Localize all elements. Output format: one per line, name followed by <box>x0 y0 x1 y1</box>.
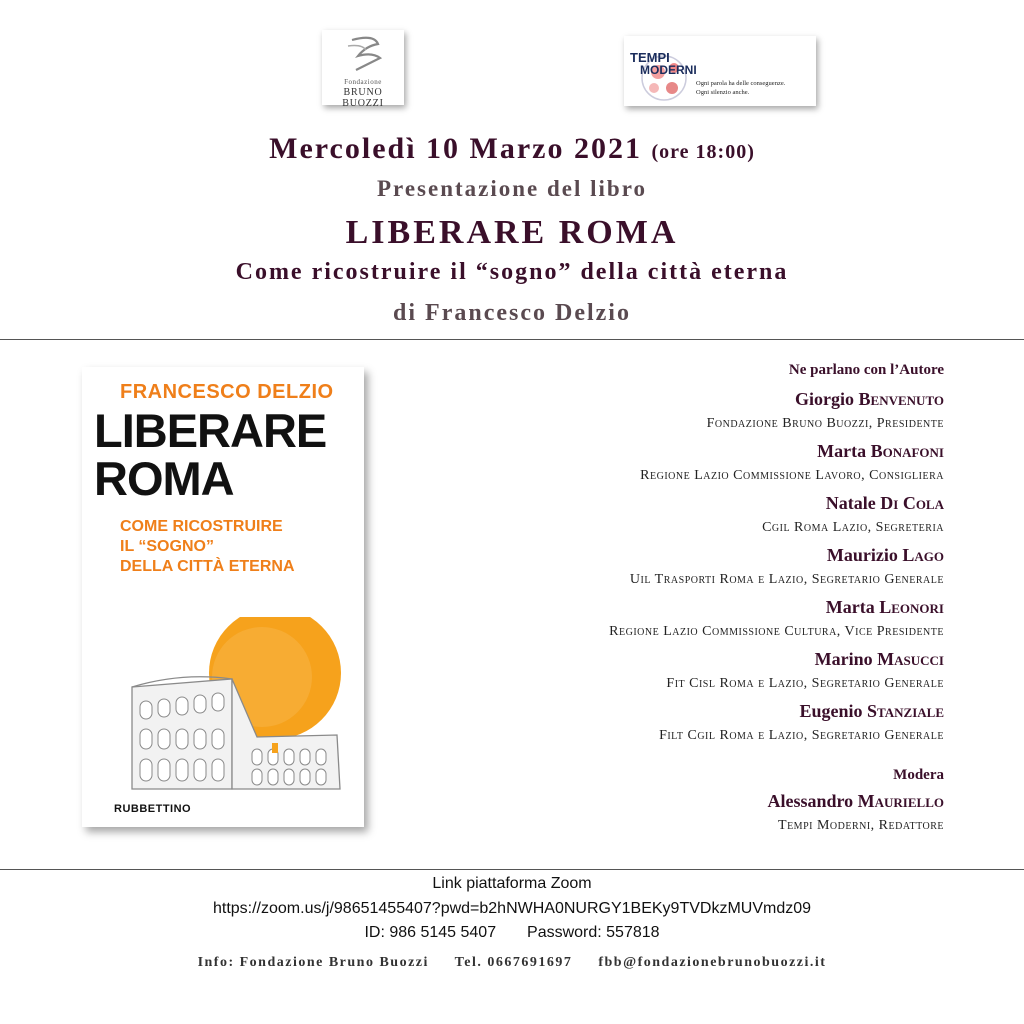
zoom-password: Password: 557818 <box>527 924 660 941</box>
book-title-heading: LIBERARE ROMA <box>345 214 679 251</box>
speaker-name <box>384 540 944 570</box>
tempi-moderni-logo <box>624 36 816 106</box>
info-org: Info: Fondazione Bruno Buozzi <box>197 955 429 970</box>
buozzi-logo-line1: Fondazione <box>344 78 382 86</box>
speaker-role: Regione Lazio Commissione Lavoro, Consigliera <box>640 468 944 483</box>
buozzi-logo <box>322 30 404 109</box>
speaker-last-name: Leonori <box>879 597 944 617</box>
speaker-last-name: Masucci <box>877 649 944 669</box>
info-phone: Tel. 0667691697 <box>454 955 573 970</box>
event-date-text: Mercoledì 10 Marzo 2021 <box>269 132 642 165</box>
speaker-first-name: Maurizio <box>826 545 898 565</box>
speaker-first-name: Marino <box>814 649 873 669</box>
book-cover <box>82 367 364 827</box>
speaker-name <box>384 644 944 674</box>
tempi-logo-tagline-1: Ogni parola ha delle conseguenze. <box>696 80 786 87</box>
book-author-heading: di Francesco Delzio <box>393 300 631 326</box>
cover-title <box>94 404 327 505</box>
presentation-heading: Presentazione del libro <box>376 176 647 201</box>
speaker-role: Uil Trasporti Roma e Lazio, Segretario Generale <box>629 572 944 587</box>
speaker-first-name: Marta <box>825 597 875 617</box>
speaker-first-name: Giorgio <box>795 389 855 409</box>
speaker-name <box>384 696 944 726</box>
colosseum-sun-illustration <box>82 617 364 797</box>
speakers-intro: Ne parlano con l’Autore <box>788 362 944 378</box>
zoom-link[interactable]: https://zoom.us/j/98651455407?pwd=b2hNWHA0NURGY1BEKy9TVDkzMUVmdz09 <box>212 900 812 917</box>
speaker-role: Fondazione Bruno Buozzi, Presidente <box>706 416 944 431</box>
buozzi-logo-line2: BRUNO BUOZZI <box>342 87 384 109</box>
speaker-last-name: Di Cola <box>880 493 944 513</box>
speaker-last-name: Stanziale <box>867 701 944 721</box>
speaker-role: Fit Cisl Roma e Lazio, Segretario Generale <box>666 676 944 691</box>
speaker-name <box>384 436 944 466</box>
speaker-last-name: Benvenuto <box>858 389 944 409</box>
event-date <box>0 132 1024 166</box>
cover-subtitle-line-3: DELLA CITTÀ ETERNA <box>120 558 295 575</box>
cover-title-line-1: LIBERARE <box>94 404 327 457</box>
book-subtitle-heading: Come ricostruire il “sogno” della città eterna <box>235 259 789 285</box>
speaker-first-name: Natale <box>825 493 876 513</box>
tempi-logo-name-bottom: MODERNI <box>640 63 697 77</box>
event-time: (ore 18:00) <box>651 141 755 163</box>
cover-subtitle-line-1: COME RICOSTRUIRE <box>120 518 283 535</box>
buozzi-emblem-icon <box>322 30 404 78</box>
speaker-role: Cgil Roma Lazio, Segreteria <box>762 520 944 535</box>
speaker-first-name: Marta <box>817 441 867 461</box>
info-line <box>0 955 1024 971</box>
cover-title-line-2: ROMA <box>94 452 234 505</box>
moderator-role: Tempi Moderni, Redattore <box>778 818 944 833</box>
cover-subtitle <box>120 517 295 577</box>
tempi-logo-name-top: TEMPI <box>630 50 670 65</box>
moderator-label: Modera <box>893 767 944 783</box>
info-email[interactable]: fbb@fondazionebrunobuozzi.it <box>598 955 827 970</box>
cover-author: FRANCESCO DELZIO <box>120 381 334 403</box>
divider-top <box>0 339 1024 340</box>
zoom-label: Link piattaforma Zoom <box>432 875 592 892</box>
speaker-last-name: Lago <box>902 545 944 565</box>
zoom-id: ID: 986 5145 5407 <box>364 924 497 941</box>
divider-bottom <box>0 869 1024 870</box>
cover-subtitle-line-2: IL “SOGNO” <box>120 538 214 555</box>
speaker-first-name: Eugenio <box>799 701 863 721</box>
moderator-name <box>384 786 944 816</box>
tempi-logo-tagline-2: Ogni silenzio anche. <box>696 89 750 96</box>
speaker-name <box>384 488 944 518</box>
speaker-name <box>384 384 944 414</box>
speaker-role: Regione Lazio Commissione Cultura, Vice Presidente <box>609 624 944 639</box>
zoom-credentials <box>0 924 1024 942</box>
speaker-name <box>384 592 944 622</box>
speakers-list <box>384 362 944 838</box>
speaker-last-name: Bonafoni <box>870 441 944 461</box>
cover-publisher: RUBBETTINO <box>114 803 192 815</box>
moderator-last-name: Mauriello <box>857 791 944 811</box>
moderator-first-name: Alessandro <box>767 791 854 811</box>
speaker-role: Filt Cgil Roma e Lazio, Segretario Generale <box>659 728 944 743</box>
